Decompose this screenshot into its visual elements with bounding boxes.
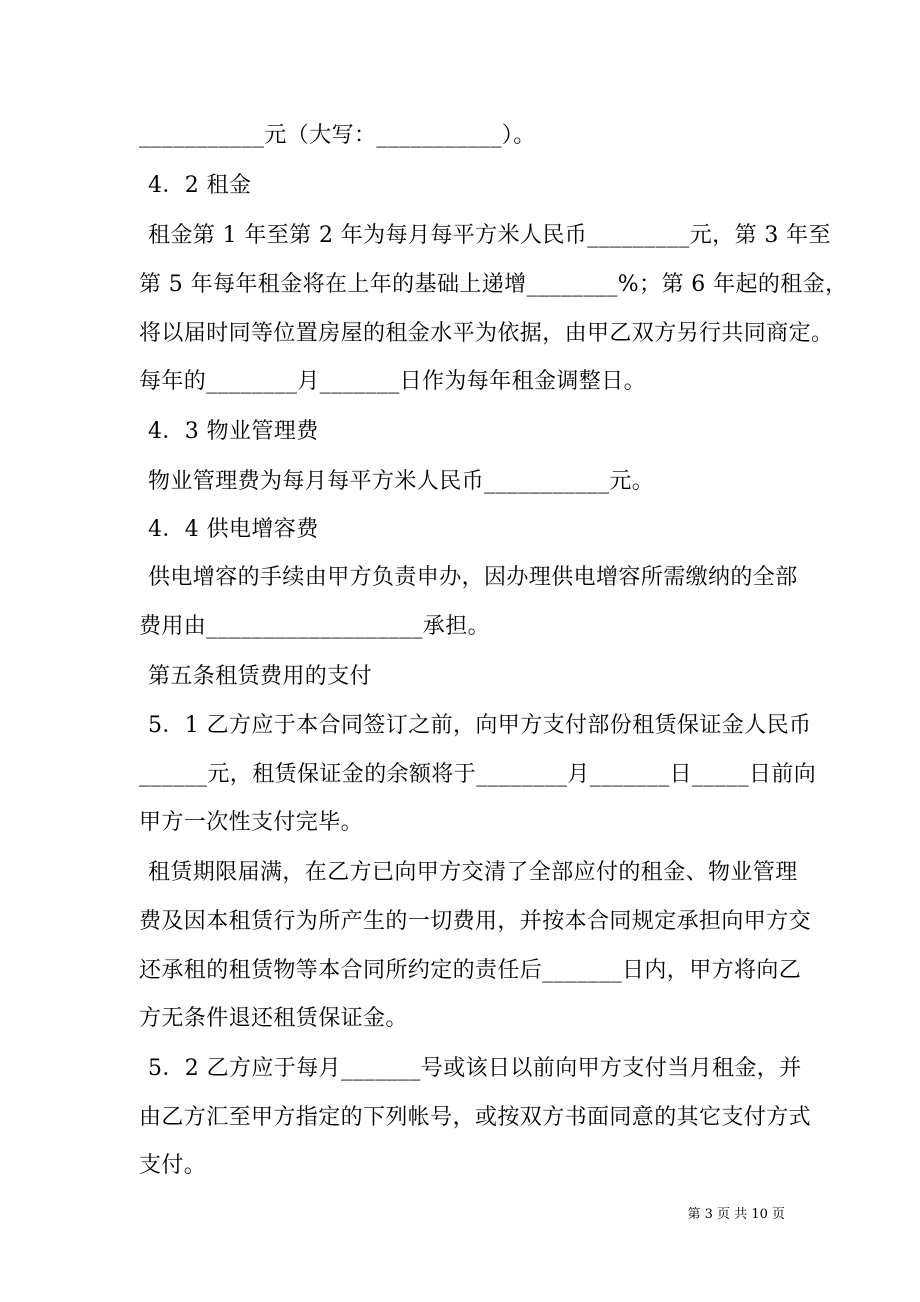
text-line-power-fee-1: 供电增容的手续由甲方负责申办，因办理供电增容所需缴纳的全部 (148, 565, 798, 590)
text-line-monthly-rent-2: 由乙方汇至甲方指定的下列帐号，或按双方书面同意的其它支付方式 (139, 1105, 812, 1130)
text-line-monthly-rent-3: 支付。 (139, 1153, 207, 1178)
text-line-power-fee-2: 费用由___________________承担。 (139, 614, 491, 639)
text-line-refund-3: 还承租的租赁物等本合同所约定的责任后_______日内，甲方将向乙 (139, 958, 802, 983)
section-heading-property-fee: 4．3 物业管理费 (148, 419, 319, 444)
text-line-rent-1: 租金第 1 年至第 2 年为每月每平方米人民币_________元，第 3 年至 (148, 223, 831, 248)
section-heading-rent: 4．2 租金 (148, 173, 252, 198)
text-line-amount-capital: ___________元（大写：___________）。 (139, 123, 536, 148)
text-line-refund-1: 租赁期限届满，在乙方已向甲方交清了全部应付的租金、物业管理 (148, 860, 798, 885)
text-line-refund-4: 方无条件退还租赁保证金。 (139, 1006, 408, 1031)
article-heading-payment: 第五条租赁费用的支付 (148, 664, 373, 689)
text-line-deposit-2: ______元，租赁保证金的余额将于________月_______日_____日前向 (139, 762, 817, 787)
section-heading-power-fee: 4．4 供电增容费 (148, 517, 319, 542)
text-line-monthly-rent-1: 5．2 乙方应于每月_______号或该日以前向甲方支付当月租金，并 (148, 1056, 802, 1081)
text-line-rent-3: 将以届时同等位置房屋的租金水平为依据，由甲乙双方另行共同商定。 (139, 321, 834, 346)
text-line-rent-4: 每年的________月_______日作为每年租金调整日。 (139, 369, 647, 394)
page-number: 第 3 页 共 10 页 (687, 1207, 785, 1222)
text-line-deposit-3: 甲方一次性支付完毕。 (139, 810, 364, 835)
text-line-rent-2: 第 5 年每年租金将在上年的基础上递增________%；第 6 年起的租金， (139, 272, 848, 297)
text-line-property-fee: 物业管理费为每月每平方米人民币___________元。 (148, 469, 655, 494)
text-line-deposit-1: 5．1 乙方应于本合同签订之前，向甲方支付部份租赁保证金人民币 (148, 713, 812, 738)
text-line-refund-2: 费及因本租赁行为所产生的一切费用，并按本合同规定承担向甲方交 (139, 909, 812, 934)
